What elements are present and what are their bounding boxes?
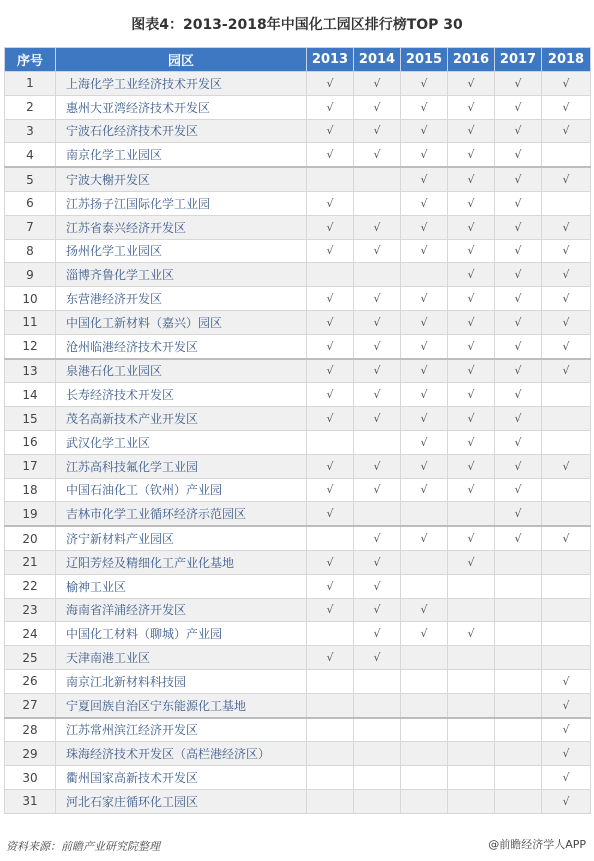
year-check-2016: √ bbox=[448, 550, 495, 574]
year-check-2015: √ bbox=[401, 598, 448, 622]
year-check-2018: √ bbox=[542, 693, 591, 717]
year-check-2016: √ bbox=[448, 143, 495, 167]
year-check-2018 bbox=[542, 478, 591, 502]
year-check-2018: √ bbox=[542, 334, 591, 358]
table-row bbox=[5, 478, 591, 502]
year-check-2014: √ bbox=[354, 72, 401, 96]
park-name: 江苏高科技氟化学工业园 bbox=[56, 454, 307, 478]
table-row bbox=[5, 742, 591, 766]
year-check-2017: √ bbox=[495, 310, 542, 334]
park-name: 南京化学工业园区 bbox=[56, 143, 307, 167]
year-check-2013: √ bbox=[307, 383, 354, 407]
year-check-2018: √ bbox=[542, 119, 591, 143]
year-check-2014: √ bbox=[354, 359, 401, 383]
year-check-2014 bbox=[354, 502, 401, 526]
year-check-2016 bbox=[448, 742, 495, 766]
table-body bbox=[5, 72, 591, 814]
row-index: 30 bbox=[5, 766, 56, 790]
year-check-2016: √ bbox=[448, 383, 495, 407]
row-index: 9 bbox=[5, 263, 56, 287]
year-check-2017: √ bbox=[495, 526, 542, 550]
year-check-2014 bbox=[354, 430, 401, 454]
park-name: 淄博齐鲁化学工业区 bbox=[56, 263, 307, 287]
year-check-2016 bbox=[448, 669, 495, 693]
year-check-2013 bbox=[307, 789, 354, 813]
year-check-2015 bbox=[401, 263, 448, 287]
year-check-2013: √ bbox=[307, 502, 354, 526]
table-row bbox=[5, 334, 591, 358]
table-row bbox=[5, 526, 591, 550]
row-index: 31 bbox=[5, 789, 56, 813]
year-check-2017: √ bbox=[495, 287, 542, 311]
year-check-2015: √ bbox=[401, 526, 448, 550]
year-check-2017 bbox=[495, 718, 542, 742]
year-check-2015: √ bbox=[401, 215, 448, 239]
year-check-2017: √ bbox=[495, 383, 542, 407]
year-check-2015 bbox=[401, 766, 448, 790]
year-check-2015: √ bbox=[401, 287, 448, 311]
park-name: 江苏省泰兴经济开发区 bbox=[56, 215, 307, 239]
year-check-2015: √ bbox=[401, 383, 448, 407]
park-name: 宁波大榭开发区 bbox=[56, 167, 307, 191]
header-year-2014: 2014 bbox=[354, 48, 401, 72]
park-name: 武汉化学工业区 bbox=[56, 430, 307, 454]
year-check-2014: √ bbox=[354, 598, 401, 622]
year-check-2017 bbox=[495, 646, 542, 670]
table-row bbox=[5, 407, 591, 431]
table-row bbox=[5, 598, 591, 622]
header-year-2017: 2017 bbox=[495, 48, 542, 72]
year-check-2017 bbox=[495, 622, 542, 646]
table-row bbox=[5, 263, 591, 287]
header-index: 序号 bbox=[5, 48, 56, 72]
year-check-2016: √ bbox=[448, 119, 495, 143]
year-check-2018: √ bbox=[542, 239, 591, 263]
year-check-2013 bbox=[307, 167, 354, 191]
year-check-2015: √ bbox=[401, 407, 448, 431]
table-row bbox=[5, 718, 591, 742]
park-name: 中国石油化工（钦州）产业园 bbox=[56, 478, 307, 502]
year-check-2013: √ bbox=[307, 95, 354, 119]
year-check-2014 bbox=[354, 789, 401, 813]
year-check-2017: √ bbox=[495, 239, 542, 263]
year-check-2015 bbox=[401, 718, 448, 742]
year-check-2015: √ bbox=[401, 95, 448, 119]
row-index: 14 bbox=[5, 383, 56, 407]
year-check-2018: √ bbox=[542, 669, 591, 693]
year-check-2017: √ bbox=[495, 454, 542, 478]
year-check-2018: √ bbox=[542, 718, 591, 742]
table-row bbox=[5, 622, 591, 646]
row-index: 29 bbox=[5, 742, 56, 766]
year-check-2018: √ bbox=[542, 263, 591, 287]
year-check-2014 bbox=[354, 766, 401, 790]
year-check-2018: √ bbox=[542, 95, 591, 119]
year-check-2017: √ bbox=[495, 95, 542, 119]
year-check-2013: √ bbox=[307, 72, 354, 96]
year-check-2016: √ bbox=[448, 95, 495, 119]
year-check-2017 bbox=[495, 669, 542, 693]
year-check-2014: √ bbox=[354, 310, 401, 334]
row-index: 16 bbox=[5, 430, 56, 454]
year-check-2015: √ bbox=[401, 478, 448, 502]
year-check-2013: √ bbox=[307, 574, 354, 598]
table-row bbox=[5, 72, 591, 96]
table-row bbox=[5, 359, 591, 383]
park-name: 宁夏回族自治区宁东能源化工基地 bbox=[56, 693, 307, 717]
year-check-2017 bbox=[495, 598, 542, 622]
row-index: 23 bbox=[5, 598, 56, 622]
row-index: 12 bbox=[5, 334, 56, 358]
park-name: 济宁新材料产业园区 bbox=[56, 526, 307, 550]
year-check-2013: √ bbox=[307, 239, 354, 263]
year-check-2014 bbox=[354, 742, 401, 766]
year-check-2013: √ bbox=[307, 191, 354, 215]
park-name: 中国化工新材料（嘉兴）园区 bbox=[56, 310, 307, 334]
row-index: 1 bbox=[5, 72, 56, 96]
year-check-2016 bbox=[448, 693, 495, 717]
year-check-2016: √ bbox=[448, 430, 495, 454]
year-check-2014: √ bbox=[354, 287, 401, 311]
year-check-2015: √ bbox=[401, 454, 448, 478]
header-year-2016: 2016 bbox=[448, 48, 495, 72]
table-row bbox=[5, 430, 591, 454]
row-index: 18 bbox=[5, 478, 56, 502]
year-check-2018: √ bbox=[542, 72, 591, 96]
table-row bbox=[5, 215, 591, 239]
park-name: 南京江北新材料科技园 bbox=[56, 669, 307, 693]
year-check-2015: √ bbox=[401, 622, 448, 646]
park-name: 东营港经济开发区 bbox=[56, 287, 307, 311]
row-index: 4 bbox=[5, 143, 56, 167]
year-check-2017 bbox=[495, 550, 542, 574]
year-check-2015: √ bbox=[401, 191, 448, 215]
ranking-table bbox=[4, 47, 591, 814]
park-name: 辽阳芳烃及精细化工产业化基地 bbox=[56, 550, 307, 574]
year-check-2014: √ bbox=[354, 622, 401, 646]
year-check-2014: √ bbox=[354, 334, 401, 358]
year-check-2018 bbox=[542, 143, 591, 167]
year-check-2017: √ bbox=[495, 359, 542, 383]
year-check-2013: √ bbox=[307, 287, 354, 311]
row-index: 21 bbox=[5, 550, 56, 574]
year-check-2015: √ bbox=[401, 359, 448, 383]
year-check-2016: √ bbox=[448, 167, 495, 191]
year-check-2013: √ bbox=[307, 359, 354, 383]
row-index: 15 bbox=[5, 407, 56, 431]
year-check-2018: √ bbox=[542, 359, 591, 383]
year-check-2013 bbox=[307, 526, 354, 550]
year-check-2015 bbox=[401, 646, 448, 670]
row-index: 28 bbox=[5, 718, 56, 742]
year-check-2016: √ bbox=[448, 622, 495, 646]
park-name: 扬州化学工业园区 bbox=[56, 239, 307, 263]
year-check-2014 bbox=[354, 263, 401, 287]
year-check-2018 bbox=[542, 407, 591, 431]
year-check-2018 bbox=[542, 622, 591, 646]
year-check-2018 bbox=[542, 191, 591, 215]
year-check-2017 bbox=[495, 742, 542, 766]
year-check-2015 bbox=[401, 693, 448, 717]
row-index: 25 bbox=[5, 646, 56, 670]
park-name: 江苏常州滨江经济开发区 bbox=[56, 718, 307, 742]
year-check-2013: √ bbox=[307, 334, 354, 358]
year-check-2014: √ bbox=[354, 478, 401, 502]
year-check-2013: √ bbox=[307, 646, 354, 670]
row-index: 20 bbox=[5, 526, 56, 550]
year-check-2014: √ bbox=[354, 550, 401, 574]
chart-title: 图表4：2013-2018年中国化工园区排行榜TOP 30 bbox=[131, 17, 463, 33]
year-check-2018: √ bbox=[542, 526, 591, 550]
year-check-2014: √ bbox=[354, 95, 401, 119]
year-check-2014: √ bbox=[354, 574, 401, 598]
year-check-2016 bbox=[448, 502, 495, 526]
park-name: 宁波石化经济技术开发区 bbox=[56, 119, 307, 143]
row-index: 6 bbox=[5, 191, 56, 215]
year-check-2013 bbox=[307, 766, 354, 790]
table-row bbox=[5, 310, 591, 334]
year-check-2016 bbox=[448, 766, 495, 790]
year-check-2018 bbox=[542, 502, 591, 526]
row-index: 27 bbox=[5, 693, 56, 717]
row-index: 7 bbox=[5, 215, 56, 239]
year-check-2017: √ bbox=[495, 334, 542, 358]
row-index: 11 bbox=[5, 310, 56, 334]
park-name: 榆神工业区 bbox=[56, 574, 307, 598]
year-check-2014 bbox=[354, 167, 401, 191]
row-index: 3 bbox=[5, 119, 56, 143]
year-check-2018: √ bbox=[542, 454, 591, 478]
year-check-2015 bbox=[401, 742, 448, 766]
year-check-2015 bbox=[401, 574, 448, 598]
table-row bbox=[5, 143, 591, 167]
year-check-2013 bbox=[307, 669, 354, 693]
year-check-2014: √ bbox=[354, 239, 401, 263]
park-name: 海南省洋浦经济开发区 bbox=[56, 598, 307, 622]
year-check-2016 bbox=[448, 789, 495, 813]
year-check-2013: √ bbox=[307, 310, 354, 334]
table-row bbox=[5, 167, 591, 191]
table-row bbox=[5, 239, 591, 263]
year-check-2016: √ bbox=[448, 478, 495, 502]
year-check-2013 bbox=[307, 742, 354, 766]
row-index: 19 bbox=[5, 502, 56, 526]
year-check-2016: √ bbox=[448, 310, 495, 334]
year-check-2016: √ bbox=[448, 239, 495, 263]
table-row bbox=[5, 119, 591, 143]
park-name: 河北石家庄循环化工园区 bbox=[56, 789, 307, 813]
row-index: 2 bbox=[5, 95, 56, 119]
table-row bbox=[5, 574, 591, 598]
park-name: 天津南港工业区 bbox=[56, 646, 307, 670]
year-check-2018 bbox=[542, 646, 591, 670]
table-row bbox=[5, 383, 591, 407]
year-check-2016: √ bbox=[448, 359, 495, 383]
year-check-2013: √ bbox=[307, 454, 354, 478]
table-header-row bbox=[5, 48, 591, 72]
year-check-2017: √ bbox=[495, 167, 542, 191]
park-name: 长寿经济技术开发区 bbox=[56, 383, 307, 407]
year-check-2018: √ bbox=[542, 742, 591, 766]
year-check-2013: √ bbox=[307, 119, 354, 143]
row-index: 5 bbox=[5, 167, 56, 191]
table-row bbox=[5, 766, 591, 790]
park-name: 衢州国家高新技术开发区 bbox=[56, 766, 307, 790]
row-index: 26 bbox=[5, 669, 56, 693]
year-check-2016: √ bbox=[448, 72, 495, 96]
year-check-2017 bbox=[495, 574, 542, 598]
year-check-2016: √ bbox=[448, 407, 495, 431]
year-check-2015: √ bbox=[401, 334, 448, 358]
year-check-2018 bbox=[542, 550, 591, 574]
park-name: 珠海经济技术开发区（高栏港经济区） bbox=[56, 742, 307, 766]
year-check-2018: √ bbox=[542, 310, 591, 334]
year-check-2017: √ bbox=[495, 263, 542, 287]
header-year-2015: 2015 bbox=[401, 48, 448, 72]
year-check-2016 bbox=[448, 574, 495, 598]
park-name: 中国化工材料（聊城）产业园 bbox=[56, 622, 307, 646]
year-check-2014: √ bbox=[354, 119, 401, 143]
row-index: 10 bbox=[5, 287, 56, 311]
year-check-2014: √ bbox=[354, 215, 401, 239]
year-check-2015 bbox=[401, 669, 448, 693]
row-index: 8 bbox=[5, 239, 56, 263]
year-check-2016: √ bbox=[448, 263, 495, 287]
year-check-2015: √ bbox=[401, 239, 448, 263]
year-check-2017: √ bbox=[495, 502, 542, 526]
year-check-2018: √ bbox=[542, 287, 591, 311]
table-row bbox=[5, 550, 591, 574]
year-check-2017: √ bbox=[495, 143, 542, 167]
year-check-2014 bbox=[354, 718, 401, 742]
table-row bbox=[5, 95, 591, 119]
year-check-2014: √ bbox=[354, 646, 401, 670]
year-check-2017 bbox=[495, 789, 542, 813]
year-check-2016 bbox=[448, 718, 495, 742]
table-row bbox=[5, 789, 591, 813]
year-check-2014 bbox=[354, 693, 401, 717]
year-check-2014: √ bbox=[354, 383, 401, 407]
year-check-2015: √ bbox=[401, 119, 448, 143]
header-year-2013: 2013 bbox=[307, 48, 354, 72]
park-name: 江苏扬子江国际化学工业园 bbox=[56, 191, 307, 215]
table-row bbox=[5, 287, 591, 311]
source-note: 资料来源：前瞻产业研究院整理 bbox=[6, 840, 160, 853]
park-name: 上海化学工业经济技术开发区 bbox=[56, 72, 307, 96]
year-check-2018: √ bbox=[542, 215, 591, 239]
year-check-2015: √ bbox=[401, 143, 448, 167]
year-check-2016: √ bbox=[448, 334, 495, 358]
table-row bbox=[5, 669, 591, 693]
year-check-2014: √ bbox=[354, 407, 401, 431]
park-name: 吉林市化学工业循环经济示范园区 bbox=[56, 502, 307, 526]
year-check-2018: √ bbox=[542, 789, 591, 813]
year-check-2016: √ bbox=[448, 215, 495, 239]
table-row bbox=[5, 693, 591, 717]
year-check-2016 bbox=[448, 646, 495, 670]
year-check-2013: √ bbox=[307, 478, 354, 502]
year-check-2017 bbox=[495, 693, 542, 717]
year-check-2018: √ bbox=[542, 766, 591, 790]
table-row bbox=[5, 502, 591, 526]
year-check-2014: √ bbox=[354, 454, 401, 478]
year-check-2018 bbox=[542, 383, 591, 407]
year-check-2018: √ bbox=[542, 167, 591, 191]
year-check-2017: √ bbox=[495, 215, 542, 239]
year-check-2016 bbox=[448, 598, 495, 622]
year-check-2013 bbox=[307, 263, 354, 287]
year-check-2016: √ bbox=[448, 191, 495, 215]
year-check-2013: √ bbox=[307, 598, 354, 622]
park-name: 泉港石化工业园区 bbox=[56, 359, 307, 383]
year-check-2014 bbox=[354, 191, 401, 215]
year-check-2015: √ bbox=[401, 72, 448, 96]
row-index: 17 bbox=[5, 454, 56, 478]
year-check-2014 bbox=[354, 669, 401, 693]
year-check-2013: √ bbox=[307, 550, 354, 574]
year-check-2018 bbox=[542, 574, 591, 598]
table-row bbox=[5, 646, 591, 670]
header-park: 园区 bbox=[56, 48, 307, 72]
year-check-2016: √ bbox=[448, 287, 495, 311]
park-name: 惠州大亚湾经济技术开发区 bbox=[56, 95, 307, 119]
row-index: 24 bbox=[5, 622, 56, 646]
year-check-2015: √ bbox=[401, 430, 448, 454]
year-check-2015 bbox=[401, 550, 448, 574]
year-check-2017: √ bbox=[495, 407, 542, 431]
table-row bbox=[5, 454, 591, 478]
park-name: 茂名高新技术产业开发区 bbox=[56, 407, 307, 431]
header-year-2018: 2018 bbox=[542, 48, 591, 72]
year-check-2015: √ bbox=[401, 310, 448, 334]
table-row bbox=[5, 191, 591, 215]
year-check-2016: √ bbox=[448, 454, 495, 478]
year-check-2015: √ bbox=[401, 167, 448, 191]
year-check-2014: √ bbox=[354, 526, 401, 550]
park-name: 沧州临港经济技术开发区 bbox=[56, 334, 307, 358]
year-check-2017 bbox=[495, 766, 542, 790]
year-check-2013 bbox=[307, 718, 354, 742]
year-check-2013: √ bbox=[307, 215, 354, 239]
year-check-2013 bbox=[307, 430, 354, 454]
year-check-2013: √ bbox=[307, 407, 354, 431]
row-index: 13 bbox=[5, 359, 56, 383]
year-check-2018 bbox=[542, 430, 591, 454]
year-check-2017: √ bbox=[495, 191, 542, 215]
year-check-2013 bbox=[307, 693, 354, 717]
year-check-2017: √ bbox=[495, 119, 542, 143]
brand-label: @前瞻经济学人APP bbox=[488, 838, 586, 851]
year-check-2013: √ bbox=[307, 143, 354, 167]
year-check-2017: √ bbox=[495, 72, 542, 96]
year-check-2014: √ bbox=[354, 143, 401, 167]
year-check-2013 bbox=[307, 622, 354, 646]
year-check-2018 bbox=[542, 598, 591, 622]
year-check-2016: √ bbox=[448, 526, 495, 550]
year-check-2015 bbox=[401, 502, 448, 526]
year-check-2017: √ bbox=[495, 430, 542, 454]
year-check-2017: √ bbox=[495, 478, 542, 502]
year-check-2015 bbox=[401, 789, 448, 813]
row-index: 22 bbox=[5, 574, 56, 598]
